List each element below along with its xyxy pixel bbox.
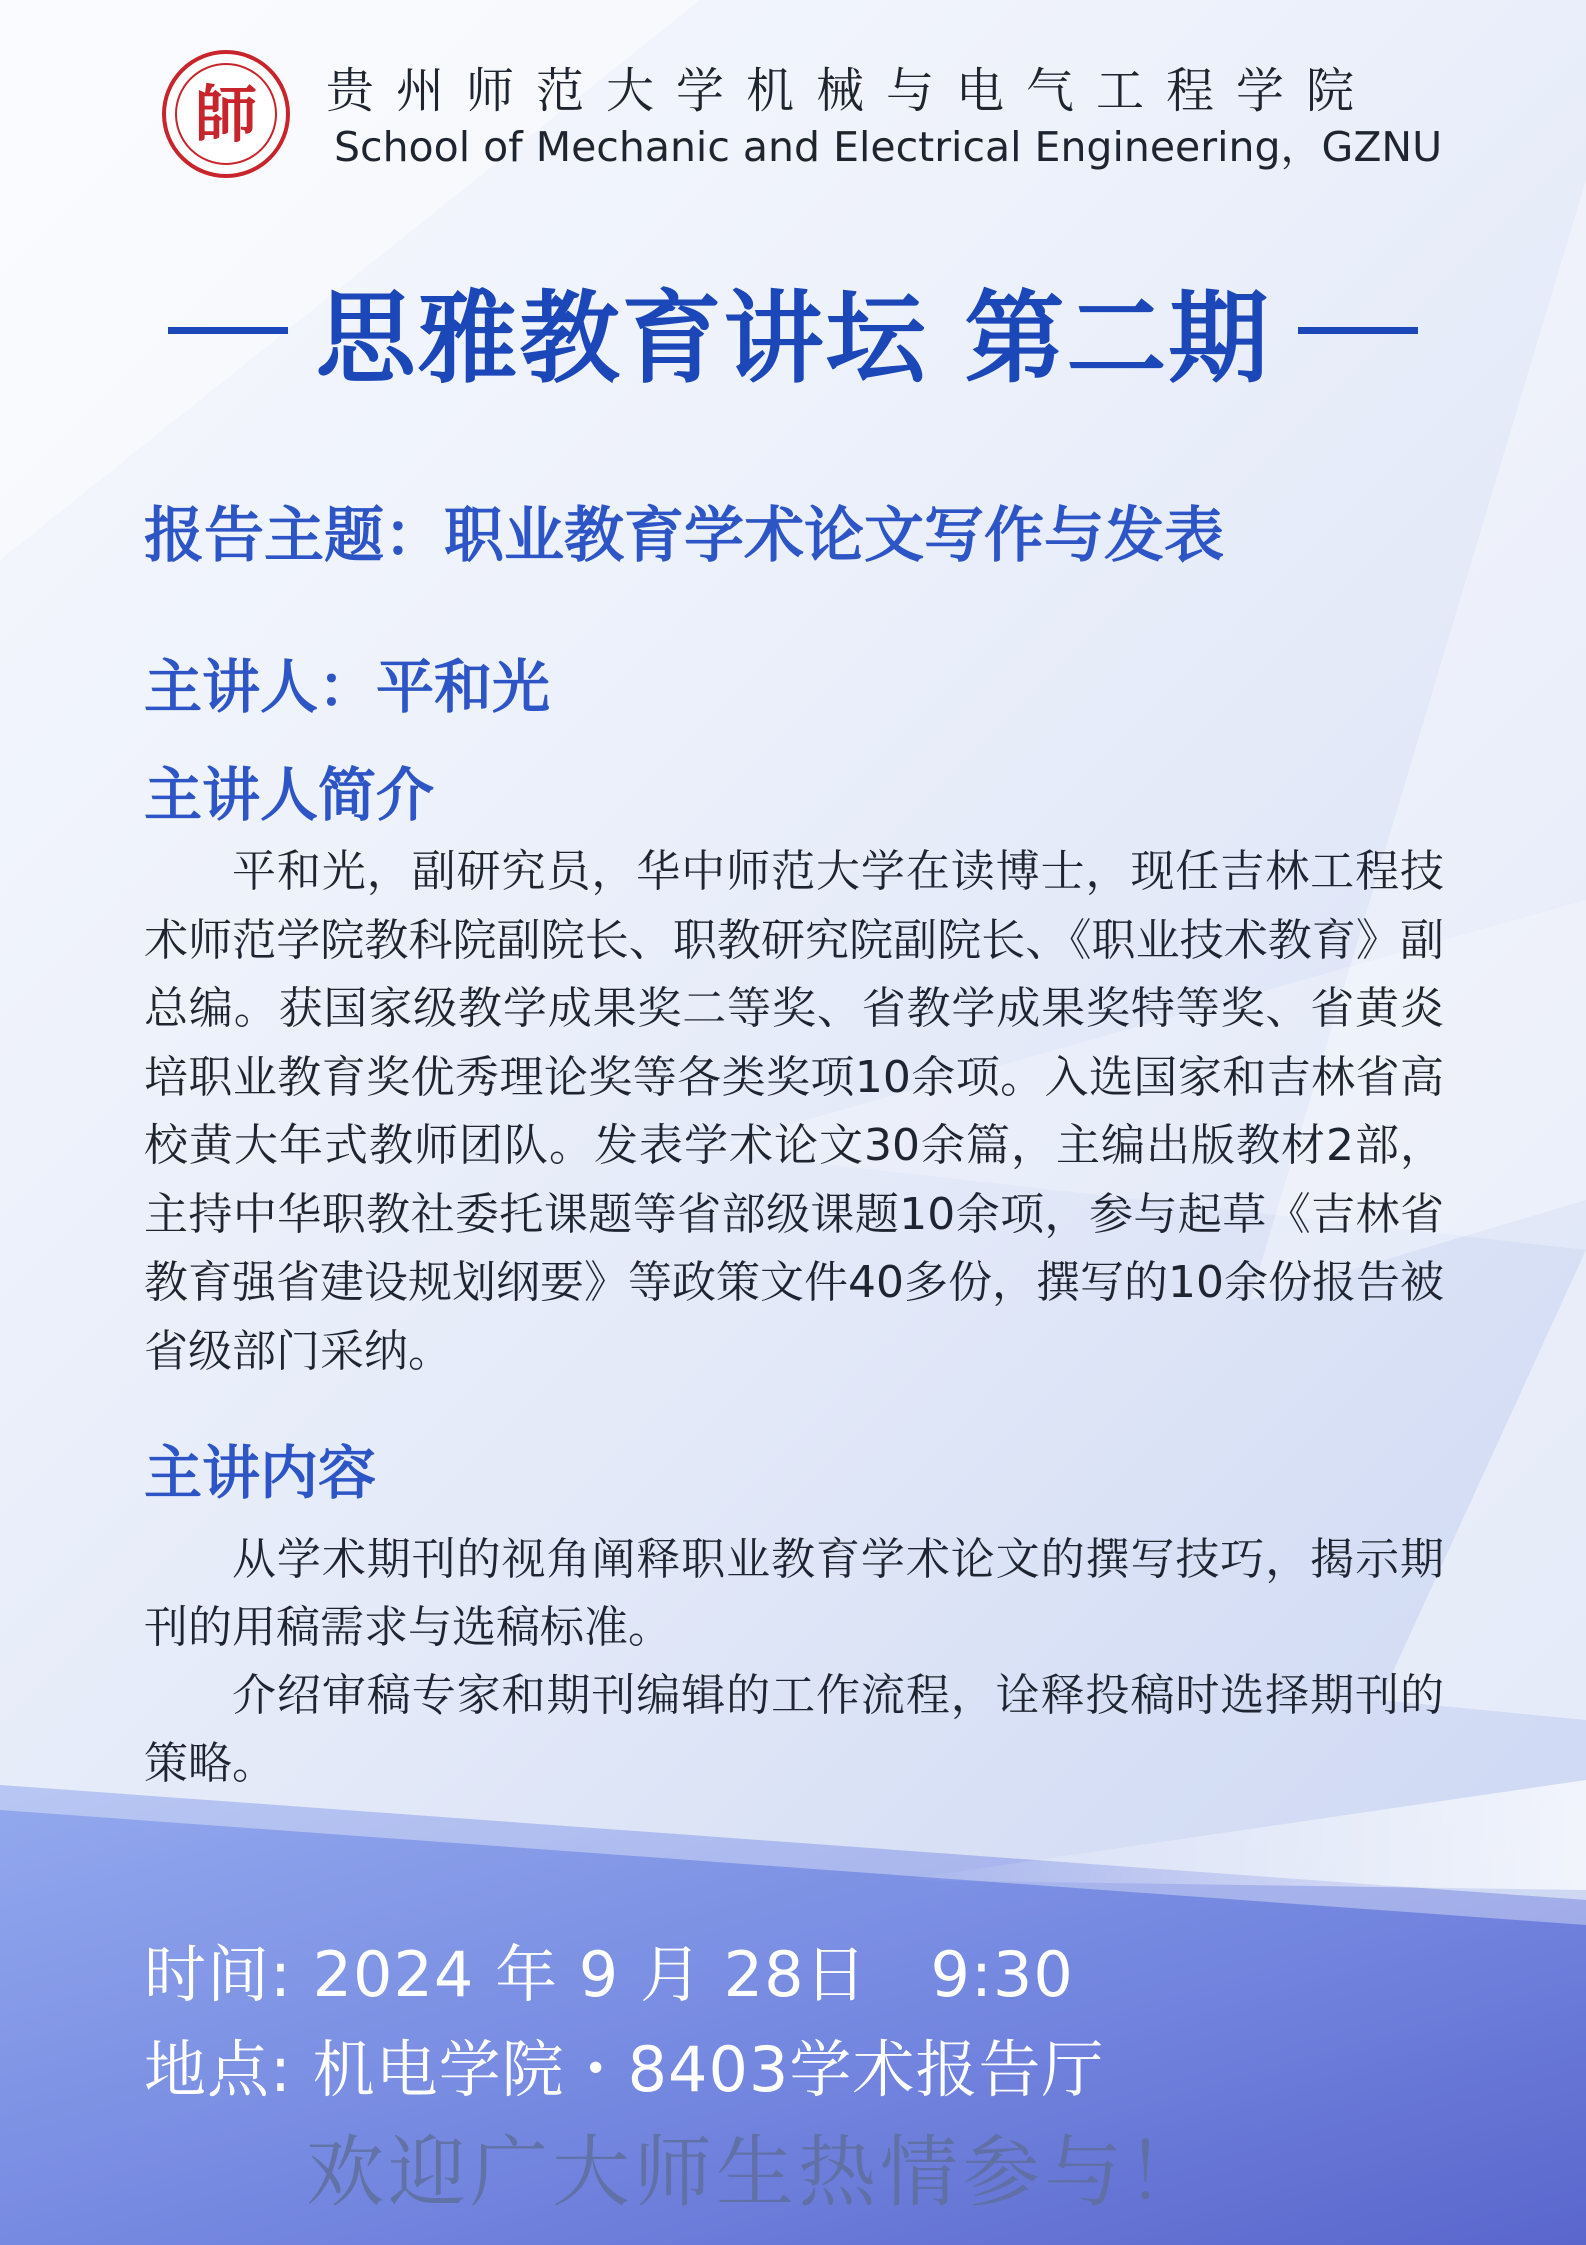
university-name-en: School of Mechanic and Electrical Engineering，GZNU (334, 123, 1443, 171)
title-row (140, 280, 1446, 397)
welcome-text: 欢迎广大师生热情参与！ (306, 2128, 1209, 2218)
title-dash-right (1298, 327, 1418, 334)
speaker-bio: 平和光，副研究员，华中师范大学在读博士，现任吉林工程技术师范学院教科院副院长、职教研究院副院长、《职业技术教育》副总编。获国家级教学成果奖二等奖、省教学成果奖特等奖、省黄炎培职业教育奖优秀理论奖等各类奖项10余项。入选国家和吉林省高校黄大年式教师团队。发表学术论文30余篇，主编出版教材2部，主持中华职教社委托课题等省部级课题10余项，参与起草《吉林省教育强省建设规划纲要》等政策文件40多份，撰写的10余份报告被省级部门采纳。 (144, 846, 1444, 1377)
bio-heading: 主讲人简介 (144, 761, 435, 829)
seal-character: 師 (194, 78, 258, 151)
content-paragraph: 介绍审稿专家和期刊编辑的工作流程，诠释投稿时选择期刊的策略。 (144, 1670, 1444, 1789)
university-name-cn: 贵州师范大学机械与电气工程学院 (326, 63, 1377, 119)
university-seal-logo (160, 48, 292, 180)
report-topic: 报告主题：职业教育学术论文写作与发表 (144, 501, 1224, 571)
page-title: 思雅教育讲坛 第二期 (315, 280, 1271, 397)
event-time: 时间: 2024 年 9 月 28日 9:30 (144, 1938, 1074, 2011)
content-paragraph: 从学术期刊的视角阐释职业教育学术论文的撰写技巧，揭示期刊的用稿需求与选稿标准。 (144, 1534, 1444, 1653)
event-location: 地点: 机电学院・8403学术报告厅 (144, 2033, 1105, 2106)
speaker-name: 主讲人：平和光 (144, 653, 551, 721)
title-dash-left (168, 327, 288, 334)
content-heading: 主讲内容 (144, 1439, 377, 1507)
lecture-content (144, 1526, 1444, 1798)
